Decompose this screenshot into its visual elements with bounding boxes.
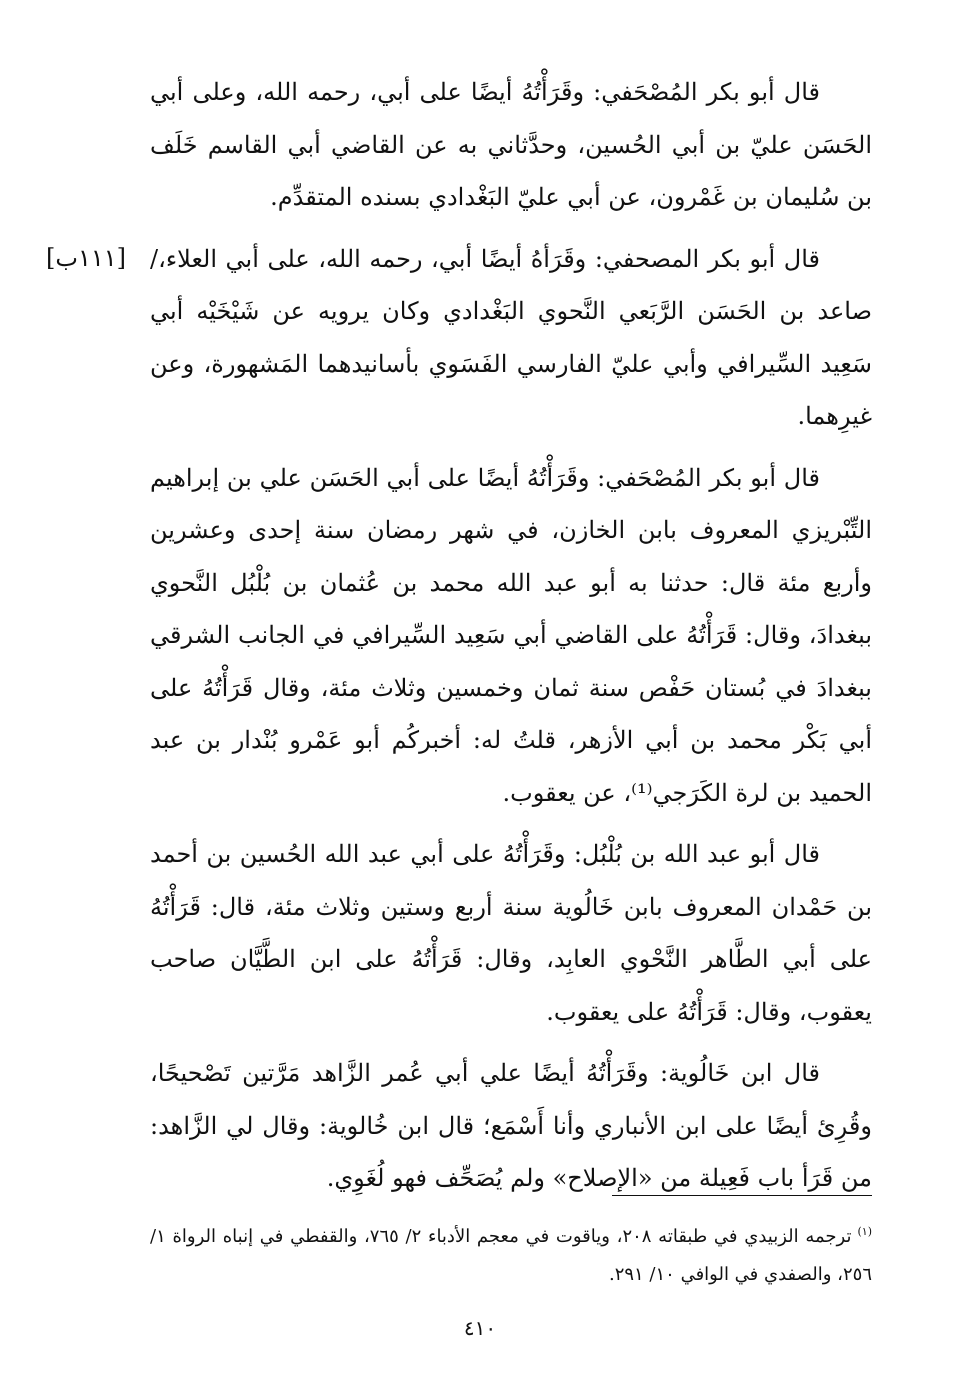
- page-number: ٤١٠: [463, 1316, 497, 1340]
- footnote-1: [150, 1213, 872, 1294]
- paragraph-2: قال أبو بكر المصحفي: وقَرَأهُ أيضًا أبي، رحمه الله، على أبي العلاء،/ صاعد بن الحَسَن الرَّبَعي النَّحوي البَغْدادي وكان يرويه عن شَيْخَيْه أبي سَعِيد السِّيرافي وأبي عليّ الفارسي الفَسَوي بأسانيدهما المَشهورة، وعن غيرِهما.: [150, 244, 872, 430]
- paragraph-3: قال أبو بكر المُصْحَفي: وقَرَأْتُهُ أيضًا على أبي الحَسَن علي بن إبراهيم التِّبْريزي المعروف بابن الخازن، في شهر رمضان سنة إحدى وعشرين وأربع مئة قال: حدثنا به أبو عبد الله محمد بن عُثمان بن بُلْبُل النَّحوي ببغدادَ، وقال: قَرَأْتُهُ على القاضي أبي سَعِيد السِّيرافي في الجانب الشرقي ببغدادَ في بُستان حَفْص سنة ثمان وخمسين وثلاث مئة، وقال قَرَأْتُهُ على أبي بَكْر محمد بن أبي الأزهر، قلتُ له: أخبركُم أبو عَمْرو بُنْدار بن عبد الحميد بن لرة الكَرَجي⁽¹⁾، عن يعقوب.: [150, 463, 872, 807]
- footnote-marker: (١): [857, 1225, 872, 1238]
- paragraph-5: قال ابن خَالُوية: وقَرَأْتُهُ أيضًا علي أبي عُمر الزَّاهد مَرَّتين تَصْحيحًا، وقُرِئ أيضًا على ابن الأنباري وأنا أَسْمَع؛ قال ابن خُالوية: وقال لي الزَّاهد: من قَرَأ باب فَعِيلة من «الإصلاح» ولم يُصَحِّف فهو لُغَوِي.: [150, 1059, 872, 1192]
- manuscript-folio-marker: [١١١ب]: [45, 244, 126, 272]
- footnote-separator: [612, 1195, 872, 1196]
- footnotes: [150, 1213, 872, 1294]
- main-text-block: [150, 66, 872, 1214]
- paragraph-4: قال أبو عبد الله بن بُلْبُل: وقَرَأْتُهُ على أبي عبد الله الحُسين بن أحمد بن حَمْدان المعروف بابن خَالُوية سنة أربع وستين وثلاث مئة، قال: قَرَأْتُهُ على أبي الطَّاهر النَّحْوي العابِد، وقال: قَرَأْتُهُ على ابن الطَّيَّان صاحب يعقوب، وقال: قَرَأْتُهُ على يعقوب.: [150, 840, 872, 1026]
- paragraph-1: قال أبو بكر المُصْحَفي: وقَرَأْتُهُ أيضًا على أبي، رحمه الله، وعلى أبي الحَسَن عليّ بن أبي الحُسين، وحدَّثاني به عن القاضي أبي القاسم خَلَف بن سُليمان بن غَمْرون، عن أبي عليّ البَغْدادي بسنده المتقدِّم.: [150, 78, 872, 211]
- footnote-text: ترجمه الزبيدي في طبقاته ٢٠٨، وياقوت في معجم الأدباء ٢/ ٧٦٥، والقفطي في إنباه الرواة ١/ ٢٥٦، والصفدي في الوافي ١٠/ ٢٩١.: [150, 1226, 872, 1285]
